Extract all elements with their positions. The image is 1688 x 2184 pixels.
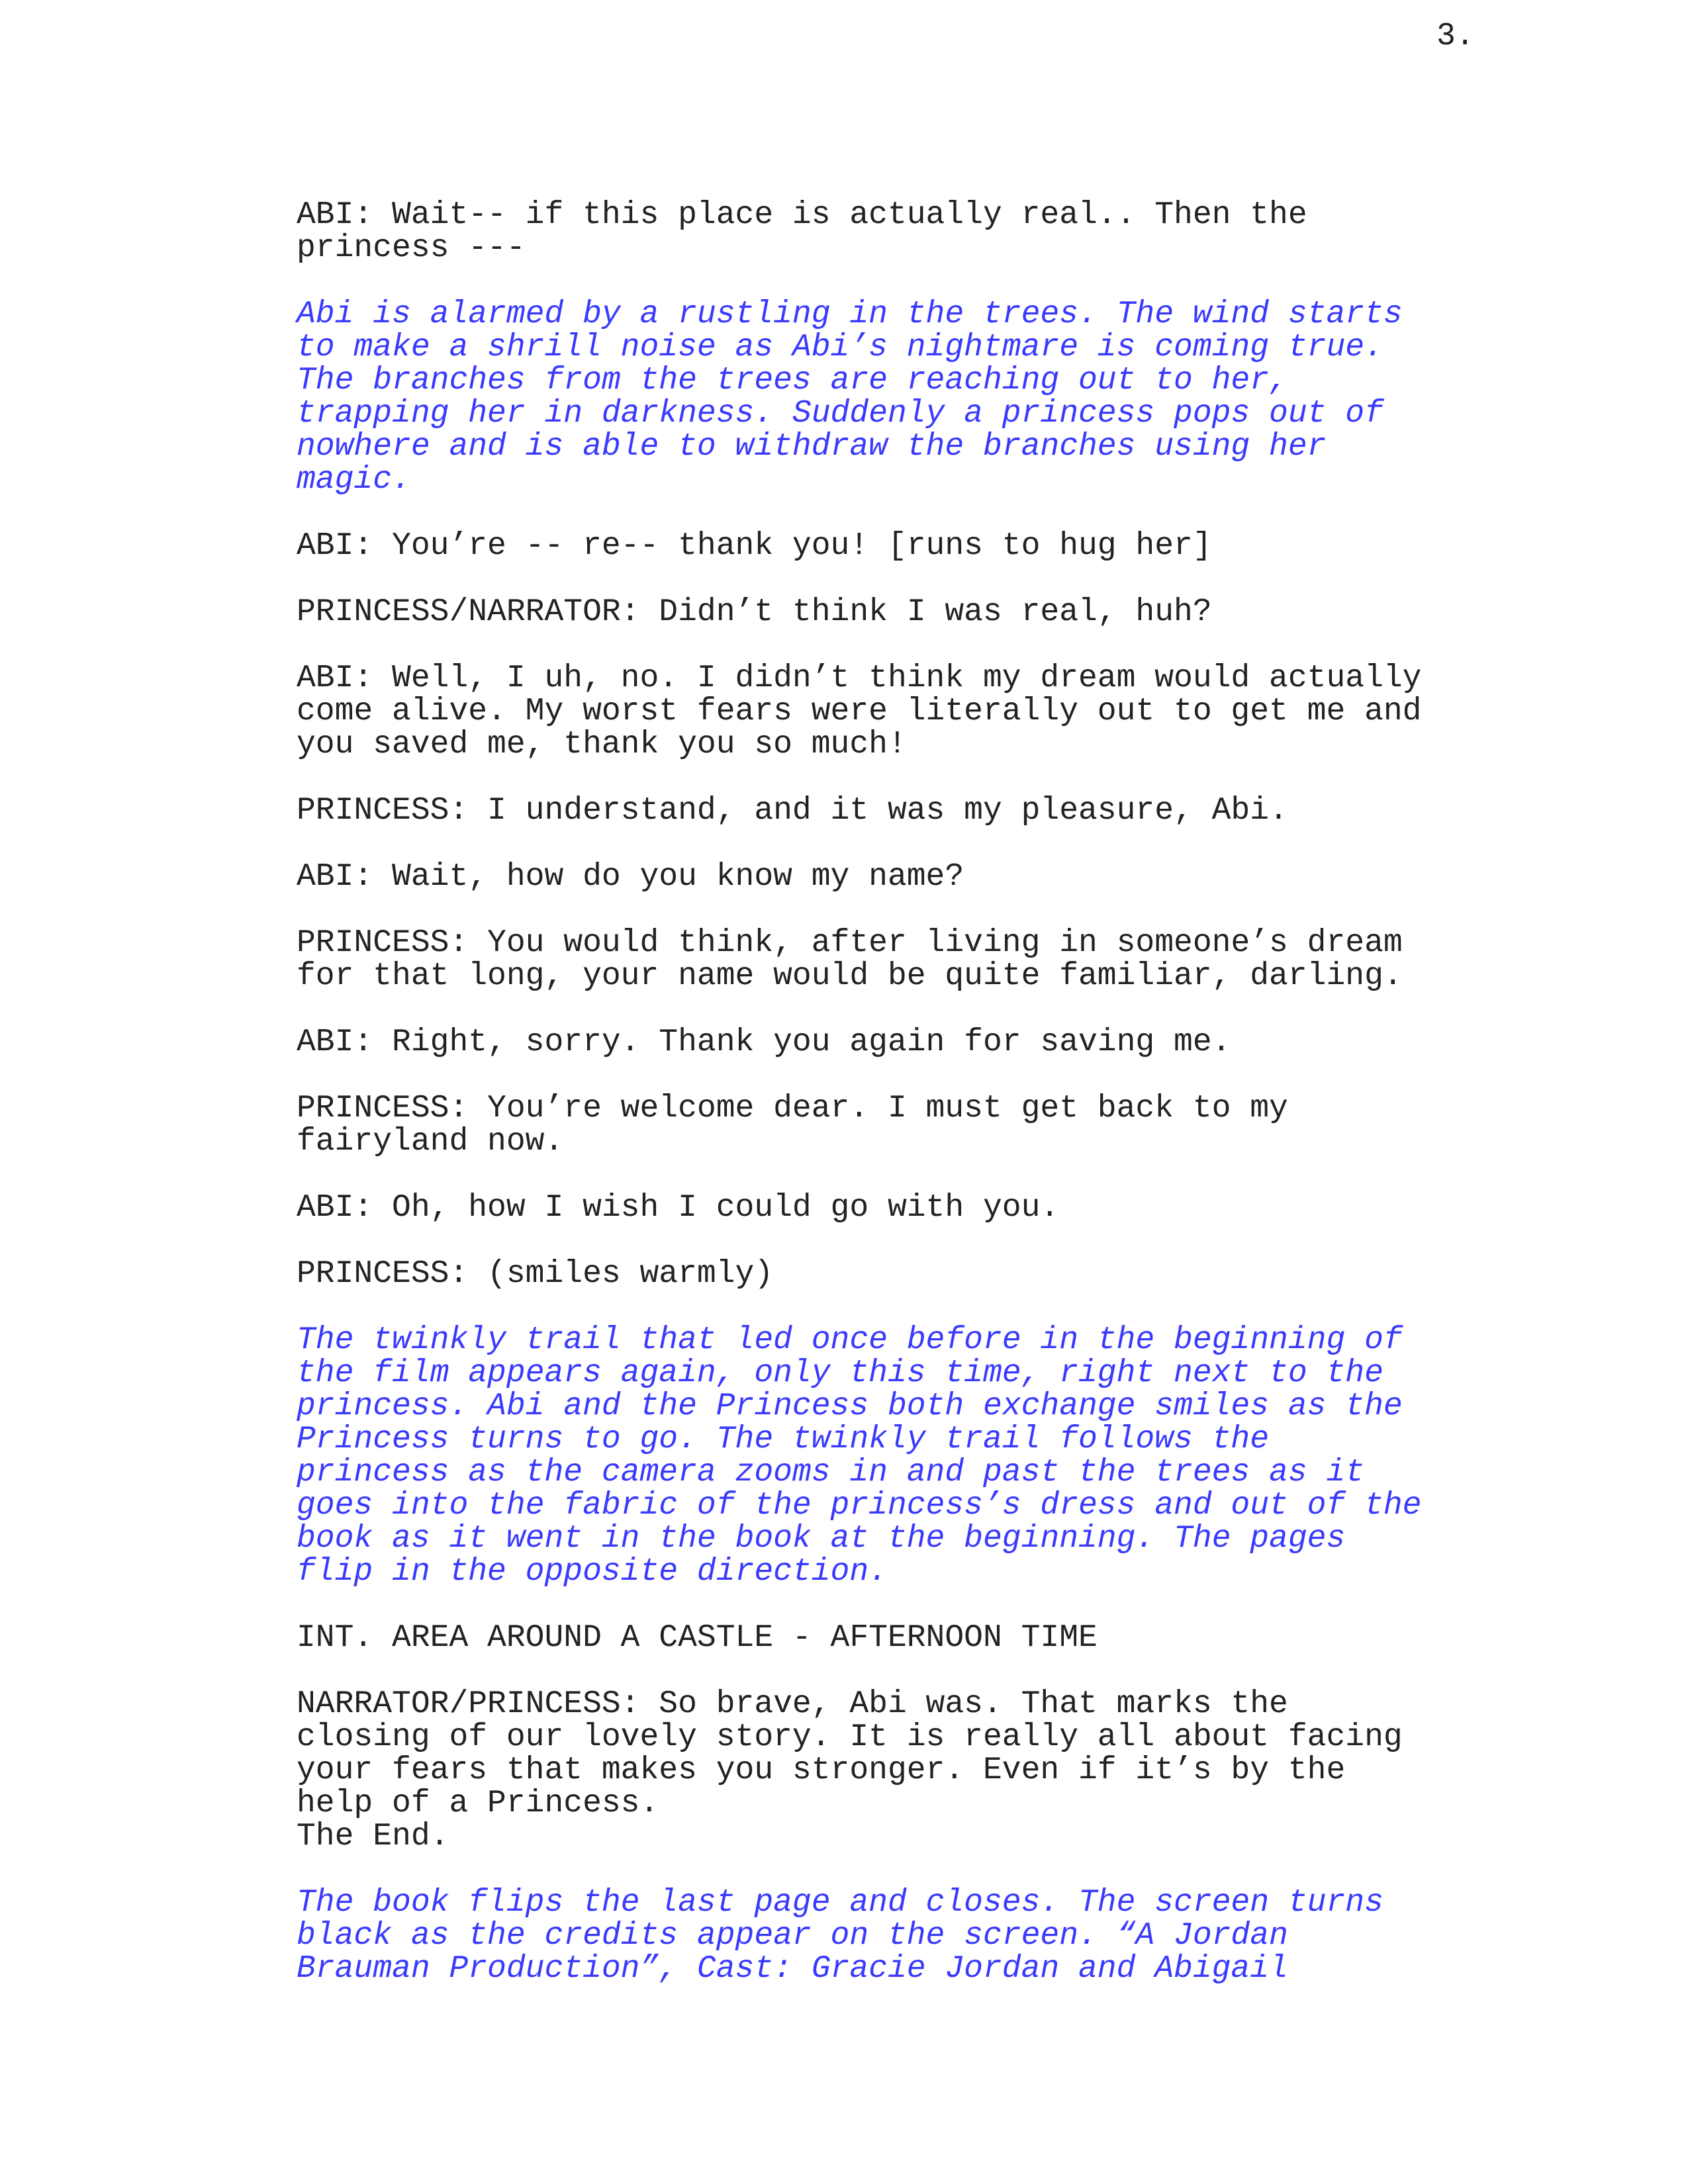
dialogue-princess-familiar: PRINCESS: You would think, after living in someone’s dream for that long, your name would be quite familiar, darling.	[297, 925, 1403, 994]
scene-heading-castle: INT. AREA AROUND A CASTLE - AFTERNOON TIME	[297, 1620, 1098, 1656]
dialogue-princess-narrator-real: PRINCESS/NARRATOR: Didn’t think I was real, huh?	[297, 594, 1212, 630]
dialogue-princess-pleasure: PRINCESS: I understand, and it was my pleasure, Abi.	[297, 793, 1288, 829]
action-credits: The book flips the last page and closes. The screen turns black as the credits appear on the screen. “A Jordan Brauman Production”, Cast: Gracie Jordan and Abigail	[297, 1885, 1383, 1987]
dialogue-princess-fairyland: PRINCESS: You’re welcome dear. I must get back to my fairyland now.	[297, 1091, 1288, 1160]
dialogue-abi-name: ABI: Wait, how do you know my name?	[297, 859, 964, 895]
action-rustling-trees: Abi is alarmed by a rustling in the trees. The wind starts to make a shrill noise as Abi’s nightmare is coming true. The branches from the trees are reaching out to her, trapping her in darkness. Suddenly a princess pops out of nowhere and is able to withdraw the branches using her magic.	[297, 296, 1403, 498]
dialogue-princess-smiles: PRINCESS: (smiles warmly)	[297, 1256, 774, 1292]
dialogue-abi-thank-you: ABI: You’re -- re-- thank you! [runs to hug her]	[297, 528, 1212, 564]
dialogue-narrator-closing: NARRATOR/PRINCESS: So brave, Abi was. That marks the closing of our lovely story. It is really all about facing your fears that makes you stronger. Even if it’s by the help of a Princess. The End.	[297, 1686, 1403, 1854]
action-twinkly-trail: The twinkly trail that led once before in the beginning of the film appears again, only this time, right next to the princess. Abi and the Princess both exchange smiles as the Princess turns to go. The twinkly trail follows the princess as the camera zooms in and past the trees as it goes into the fabric of the princess’s dress and out of the book as it went in the book at the beginning. The pages flip in the opposite direction.	[297, 1322, 1422, 1590]
dialogue-abi-dream-alive: ABI: Well, I uh, no. I didn’t think my dream would actually come alive. My worst fears were literally out to get me and you saved me, thank you so much!	[297, 660, 1422, 762]
dialogue-abi-wish: ABI: Oh, how I wish I could go with you.	[297, 1190, 1060, 1226]
dialogue-abi-wait: ABI: Wait-- if this place is actually real.. Then the princess ---	[297, 197, 1307, 266]
dialogue-abi-sorry: ABI: Right, sorry. Thank you again for saving me.	[297, 1024, 1231, 1060]
page-number: 3.	[1436, 19, 1475, 54]
script-body	[297, 199, 1541, 2019]
